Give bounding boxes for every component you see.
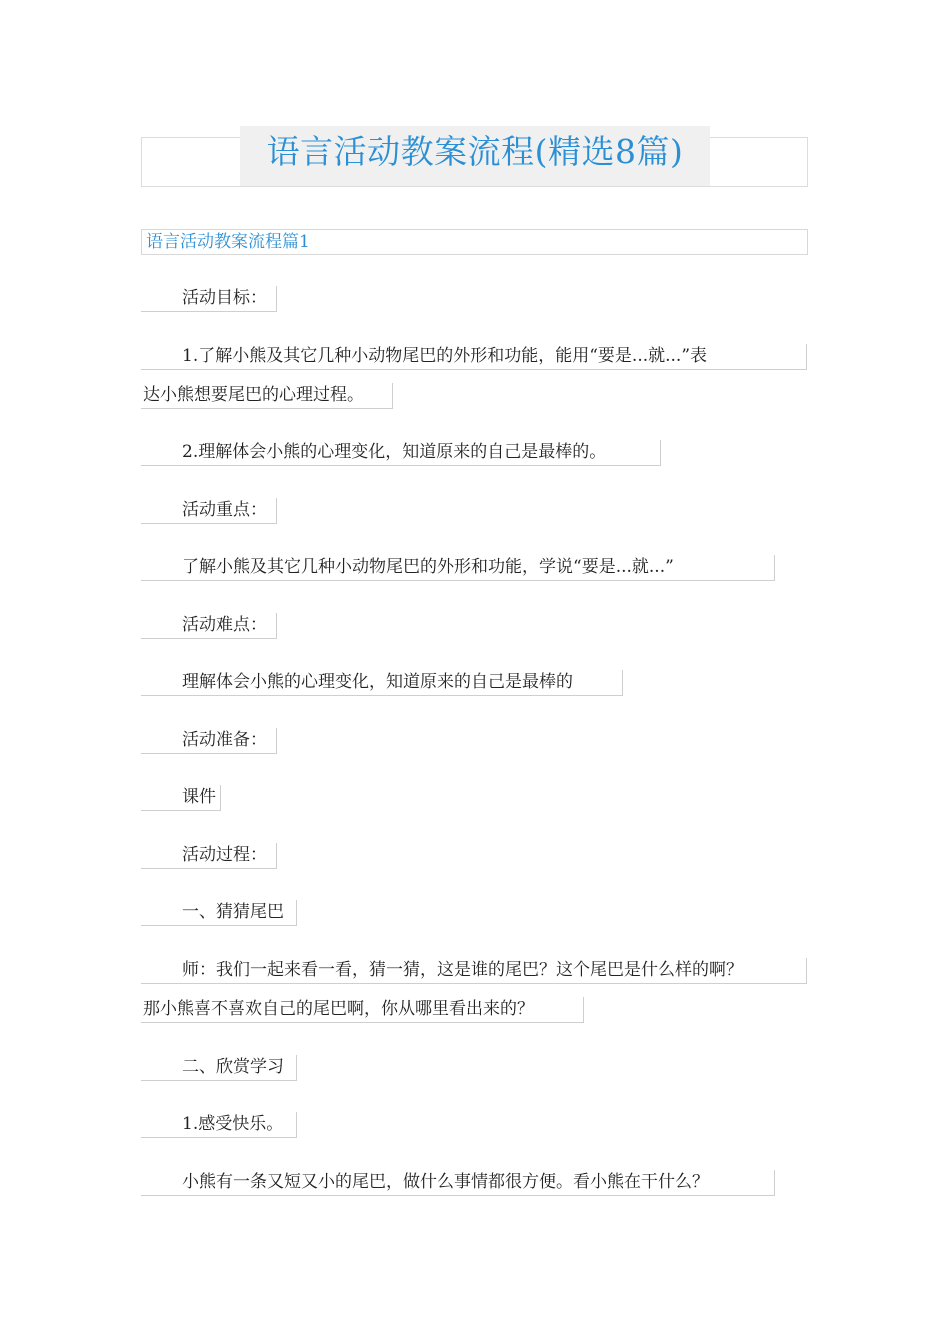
goal-label: 活动目标： (141, 286, 277, 312)
goal-item-2: 2.理解体会小熊的心理变化，知道原来的自己是最棒的。 (141, 440, 661, 466)
process-label: 活动过程： (141, 843, 277, 869)
difficulty-label: 活动难点： (141, 613, 277, 639)
step-2-heading: 二、欣赏学习 (141, 1055, 297, 1081)
section-heading: 语言活动教案流程篇1 (141, 229, 808, 255)
key-point-label: 活动重点： (141, 498, 277, 524)
goal-item-1: 1.了解小熊及其它几种小动物尾巴的外形和功能，能用“要是...就...”表 (141, 344, 807, 370)
document-title: 语言活动教案流程(精选8篇) (240, 126, 710, 186)
preparation-text: 课件 (141, 785, 221, 811)
step-1-text: 师：我们一起来看一看，猜一猜，这是谁的尾巴？这个尾巴是什么样的啊？ (141, 958, 807, 984)
key-point-text: 了解小熊及其它几种小动物尾巴的外形和功能，学说“要是...就...” (141, 555, 775, 581)
step-1-text-cont: 那小熊喜不喜欢自己的尾巴啊，你从哪里看出来的？ (141, 997, 584, 1023)
step-1-heading: 一、猜猜尾巴 (141, 900, 297, 926)
difficulty-text: 理解体会小熊的心理变化，知道原来的自己是最棒的 (141, 670, 623, 696)
goal-item-1-cont: 达小熊想要尾巴的心理过程。 (141, 383, 393, 409)
preparation-label: 活动准备： (141, 728, 277, 754)
step-2-item-1: 1.感受快乐。 (141, 1112, 297, 1138)
step-2-item-1-text: 小熊有一条又短又小的尾巴，做什么事情都很方便。看小熊在干什么？ (141, 1170, 775, 1196)
